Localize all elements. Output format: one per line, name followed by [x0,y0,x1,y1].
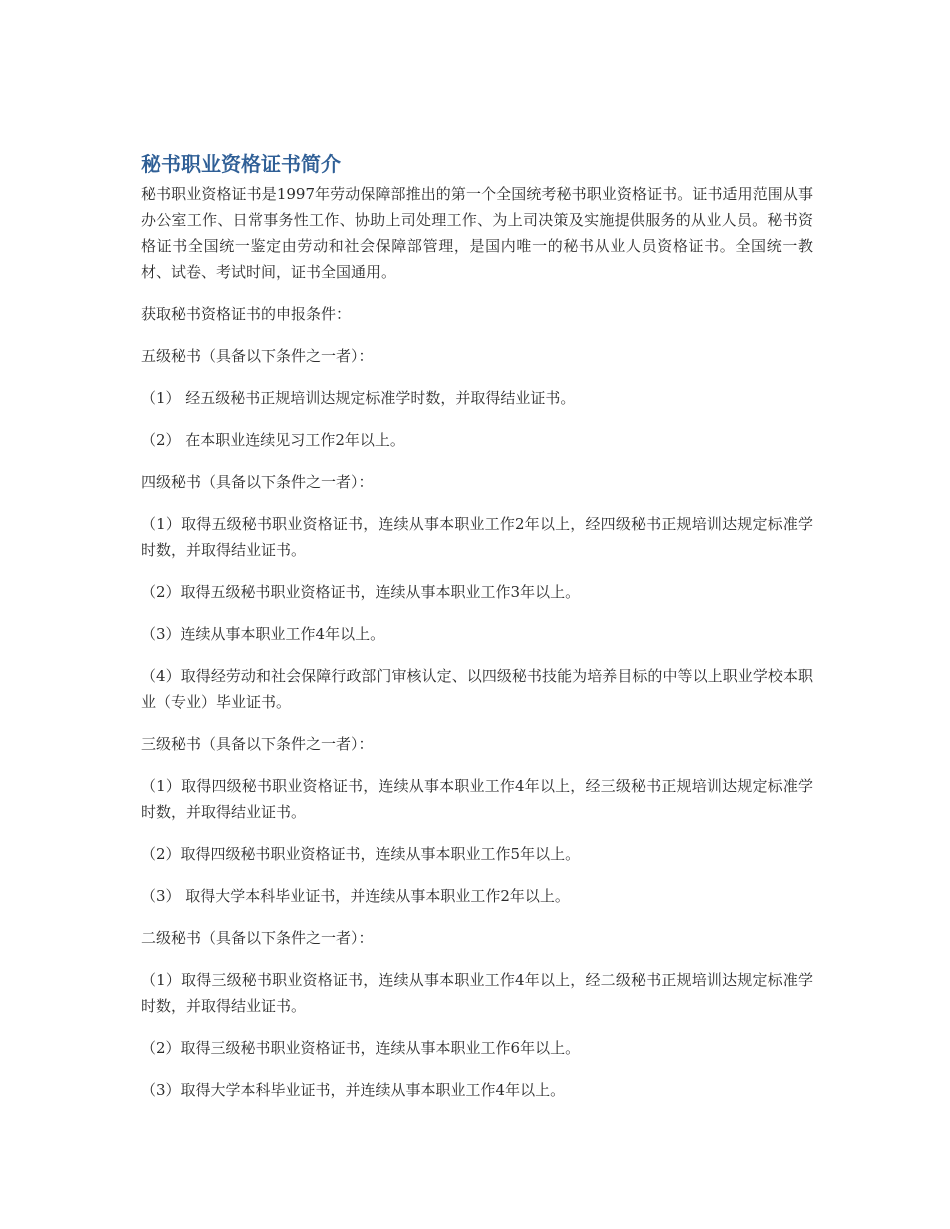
level4-item: （4）取得经劳动和社会保障行政部门审核认定、以四级秘书技能为培养目标的中等以上职业学校本职业（专业）毕业证书。 [141,667,813,711]
level4-item: （1）取得五级秘书职业资格证书，连续从事本职业工作2年以上，经四级秘书正规培训达规定标准学时数，并取得结业证书。 [141,515,813,559]
document-title: 秘书职业资格证书简介 [141,152,341,176]
level2-item: （3）取得大学本科毕业证书，并连续从事本职业工作4年以上。 [141,1081,566,1099]
level5-heading: 五级秘书（具备以下条件之一者）： [141,347,374,365]
level2-item: （2）取得三级秘书职业资格证书，连续从事本职业工作6年以上。 [141,1039,581,1057]
level5-item: （1） 经五级秘书正规培训达规定标准学时数，并取得结业证书。 [141,389,576,407]
level4-heading: 四级秘书（具备以下条件之一者）： [141,473,374,491]
level2-heading: 二级秘书（具备以下条件之一者）： [141,929,374,947]
level2-item: （1）取得三级秘书职业资格证书，连续从事本职业工作4年以上，经二级秘书正规培训达规定标准学时数，并取得结业证书。 [141,971,813,1015]
intro-paragraph: 秘书职业资格证书是1997年劳动保障部推出的第一个全国统考秘书职业资格证书。证书适用范围从事办公室工作、日常事务性工作、协助上司处理工作、为上司决策及实施提供服务的从业人员。秘书资格证书全国统一鉴定由劳动和社会保障部管理，是国内唯一的秘书从业人员资格证书。全国统一教材、试卷、考试时间，证书全国通用。 [141,185,813,281]
level4-item: （3）连续从事本职业工作4年以上。 [141,625,386,643]
level5-item: （2） 在本职业连续见习工作2年以上。 [141,431,405,449]
level4-item: （2）取得五级秘书职业资格证书，连续从事本职业工作3年以上。 [141,583,581,601]
document-page [141,150,813,1119]
level3-item: （1）取得四级秘书职业资格证书，连续从事本职业工作4年以上，经三级秘书正规培训达规定标准学时数，并取得结业证书。 [141,777,813,821]
conditions-heading: 获取秘书资格证书的申报条件： [141,305,352,323]
level3-item: （2）取得四级秘书职业资格证书，连续从事本职业工作5年以上。 [141,845,581,863]
level3-item: （3） 取得大学本科毕业证书，并连续从事本职业工作2年以上。 [141,887,570,905]
level3-heading: 三级秘书（具备以下条件之一者）： [141,735,374,753]
